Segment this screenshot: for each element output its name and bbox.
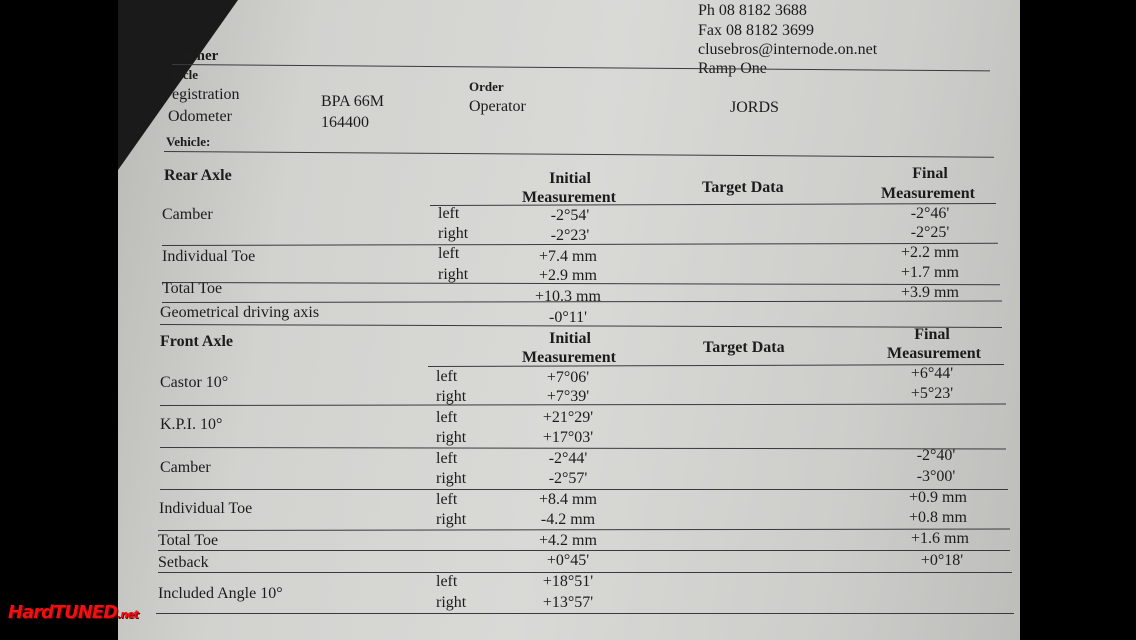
divider (156, 613, 1014, 614)
kpi-init-right: +17°03' (542, 429, 594, 446)
rear-final-header-2: Measurement (881, 185, 975, 202)
rear-total-toe-final: +3.9 mm (901, 284, 959, 301)
odometer-label: Odometer (168, 108, 232, 125)
front-camber-final-left: -2°40' (916, 447, 956, 464)
included-angle-label: Included Angle 10° (158, 585, 283, 602)
side-left: left (436, 450, 458, 467)
rear-toe-final-left: +2.2 mm (901, 244, 959, 261)
divider (160, 489, 1008, 490)
front-camber-init-right: -2°57' (548, 470, 588, 487)
front-camber-label: Camber (160, 459, 211, 476)
side-left: left (436, 573, 458, 590)
logo-suffix: .net (117, 608, 138, 621)
front-toe-init-right: -4.2 mm (540, 511, 596, 528)
operator-label: Operator (469, 98, 526, 115)
geometrical-axis-label: Geometrical driving axis (160, 304, 320, 321)
rear-final-header: Final (912, 165, 948, 182)
logo-text: HardTUNED (8, 602, 118, 623)
email-address: clusebros@internode.on.net (698, 41, 878, 58)
front-toe-final-right: +0.8 mm (909, 509, 967, 526)
front-final-header-2: Measurement (887, 345, 981, 362)
geometrical-axis-init: -0°11' (548, 309, 587, 326)
ramp-label: Ramp One (698, 60, 767, 77)
fax-number: Fax 08 8182 3699 (698, 22, 814, 39)
castor-init-right: +7°39' (546, 388, 590, 405)
included-angle-init-left: +18°51' (542, 573, 594, 590)
front-camber-final-right: -3°00' (916, 468, 956, 485)
vehicle-label: hicle (172, 67, 198, 82)
castor-final-left: +6°44' (910, 365, 954, 382)
hardtuned-logo (8, 602, 138, 623)
setback-label: Setback (158, 554, 209, 571)
rear-camber-init-right: -2°23' (550, 227, 590, 244)
included-angle-init-right: +13°57' (542, 594, 594, 611)
front-individual-toe-label: Individual Toe (159, 500, 253, 517)
castor-label: Castor 10° (160, 374, 229, 391)
setback-final: +0°18' (920, 552, 964, 569)
side-right: right (436, 429, 467, 446)
rear-toe-init-left: +7.4 mm (539, 248, 597, 265)
front-toe-final-left: +0.9 mm (909, 489, 967, 506)
rear-toe-init-right: +2.9 mm (539, 267, 597, 284)
kpi-init-left: +21°29' (542, 409, 594, 426)
side-left: left (438, 245, 460, 262)
vehicle-label-2: Vehicle: (166, 134, 211, 149)
front-total-toe-label: Total Toe (158, 532, 219, 549)
rear-total-toe-label: Total Toe (162, 280, 223, 297)
front-final-header: Final (914, 326, 950, 343)
front-camber-init-left: -2°44' (548, 450, 588, 467)
rear-camber-final-right: -2°25' (910, 224, 950, 241)
rear-camber-label: Camber (162, 206, 213, 223)
front-target-header: Target Data (703, 339, 785, 356)
registration-label: egistration (172, 86, 240, 103)
castor-final-right: +5°23' (910, 385, 954, 402)
side-right: right (436, 388, 467, 405)
rear-axle-title: Rear Axle (164, 167, 232, 184)
castor-init-left: +7°06' (546, 369, 590, 386)
side-right: right (436, 511, 467, 528)
registration-value: BPA 66M (321, 93, 384, 110)
side-right: right (436, 470, 467, 487)
rear-individual-toe-label: Individual Toe (162, 248, 256, 265)
side-left: left (436, 368, 458, 385)
front-toe-init-left: +8.4 mm (539, 491, 597, 508)
front-total-toe-init: +4.2 mm (539, 532, 597, 549)
side-left: left (438, 205, 460, 222)
order-label: Order (469, 79, 504, 94)
customer-label: tomer (180, 48, 219, 64)
side-left: left (436, 491, 458, 508)
phone-number: Ph 08 8182 3688 (698, 2, 807, 19)
side-right: right (436, 594, 467, 611)
odometer-value: 164400 (321, 114, 369, 131)
rear-camber-final-left: -2°46' (910, 205, 950, 222)
front-initial-header-2: Measurement (522, 349, 616, 366)
side-left: left (436, 409, 458, 426)
rear-target-header: Target Data (702, 179, 784, 196)
side-right: right (438, 225, 469, 242)
divider (158, 550, 1010, 551)
side-right: right (438, 266, 469, 283)
operator-value: JORDS (730, 99, 779, 116)
rear-camber-init-left: -2°54' (550, 207, 590, 224)
front-axle-title: Front Axle (160, 333, 234, 350)
rear-toe-final-right: +1.7 mm (901, 264, 959, 281)
front-initial-header: Initial (549, 330, 591, 347)
rear-initial-header-2: Measurement (522, 189, 616, 206)
rear-total-toe-init: +10.3 mm (535, 288, 601, 305)
front-total-toe-final: +1.6 mm (911, 530, 969, 547)
rear-initial-header: Initial (549, 170, 591, 187)
kpi-label: K.P.I. 10° (160, 416, 223, 433)
setback-init: +0°45' (546, 552, 590, 569)
